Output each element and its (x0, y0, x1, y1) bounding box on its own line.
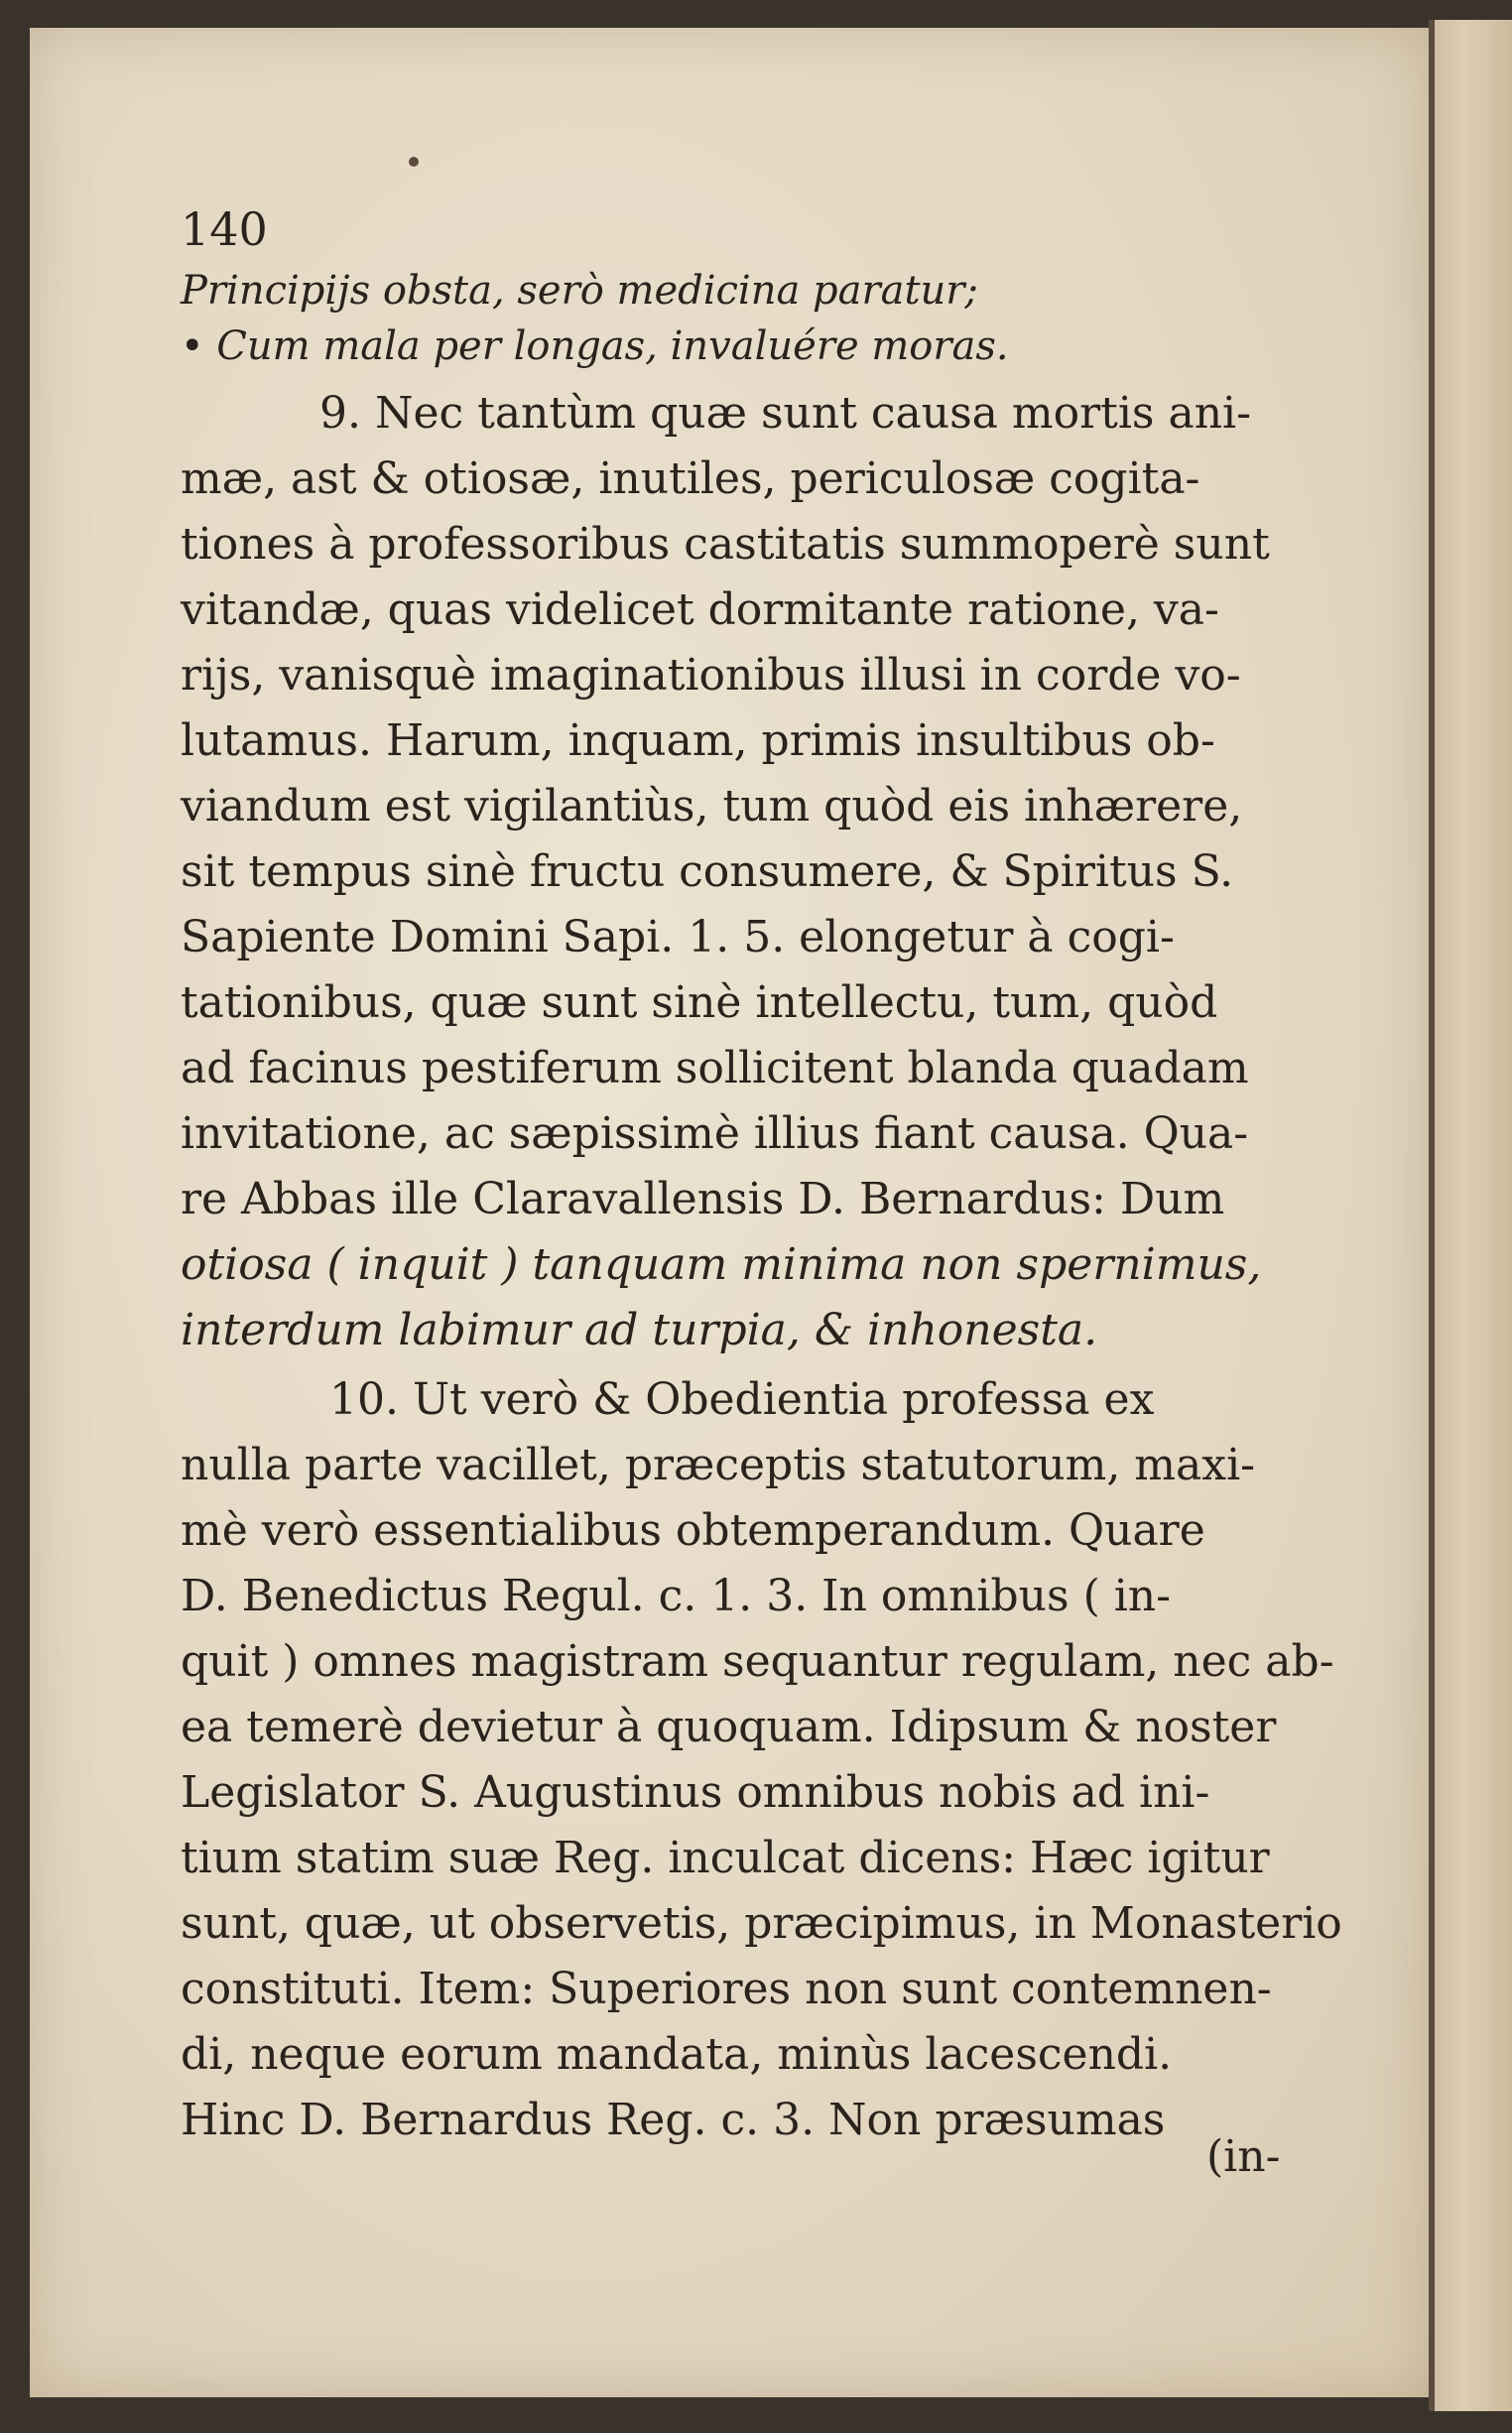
text-line: rijs, vanisquè imaginationibus illusi in corde vo- (181, 650, 1241, 701)
verse-line-1: Principijs obsta, serò medicina paratur; (181, 268, 978, 314)
text-line: tiones à professoribus castitatis summoperè sunt (181, 519, 1270, 570)
text-line: 9. Nec tantùm quæ sunt causa mortis ani- (319, 388, 1251, 439)
text-line: Sapiente Domini Sapi. 1. 5. elongetur à cogi- (181, 912, 1175, 962)
text-line: invitatione, ac sæpissimè illius fiant causa. Qua- (181, 1108, 1249, 1159)
page-number: 140 (181, 202, 268, 256)
text-line: di, neque eorum mandata, minùs lacescendi. (181, 2029, 1173, 2080)
text-line: viandum est vigilantiùs, tum quòd eis inhærere, (181, 781, 1243, 832)
text-line: ea temerè devietur à quoquam. Idipsum & noster (181, 1702, 1277, 1752)
text-line: 10. Ut verò & Obedientia professa ex (329, 1374, 1155, 1425)
text-line: nulla parte vacillet, præceptis statutorum, maxi- (181, 1440, 1256, 1490)
text-line: mè verò essentialibus obtemperandum. Quare (181, 1505, 1205, 1556)
text-line: sunt, quæ, ut observetis, præcipimus, in Monasterio (181, 1898, 1342, 1949)
catchword: (in- (1206, 2131, 1281, 2182)
verse-line-2: • Cum mala per longas, invaluére moras. (181, 323, 1009, 369)
text-line: D. Benedictus Regul. c. 1. 3. In omnibus ( in- (181, 1571, 1171, 1621)
text-line: ad facinus pestiferum sollicitent blanda quadam (181, 1043, 1249, 1093)
text-line: quit ) omnes magistram sequantur regulam, nec ab- (181, 1636, 1334, 1687)
text-line: vitandæ, quas videlicet dormitante ratione, va- (181, 584, 1219, 635)
text-line: mæ, ast & otiosæ, inutiles, periculosæ cogita- (181, 453, 1200, 504)
ink-spot (409, 157, 419, 167)
text-line: tationibus, quæ sunt sinè intellectu, tum, quòd (181, 977, 1218, 1028)
text-line: Legislator S. Augustinus omnibus nobis ad ini- (181, 1767, 1210, 1818)
text-line: lutamus. Harum, inquam, primis insultibus ob- (181, 715, 1215, 766)
text-line: re Abbas ille Claravallensis D. Bernardus: Dum (181, 1174, 1225, 1224)
adjacent-page-edge (1435, 20, 1512, 2411)
text-line: Hinc D. Bernardus Reg. c. 3. Non præsumas (181, 2095, 1166, 2145)
text-line: sit tempus sinè fructu consumere, & Spiritus S. (181, 846, 1234, 897)
text-line: interdum labimur ad turpia, & inhonesta. (181, 1305, 1098, 1355)
text-line: tium statim suæ Reg. inculcat dicens: Hæc igitur (181, 1833, 1270, 1883)
text-line: otiosa ( inquit ) tanquam minima non spernimus, (181, 1239, 1262, 1290)
text-line: constituti. Item: Superiores non sunt contemnen- (181, 1964, 1272, 2014)
